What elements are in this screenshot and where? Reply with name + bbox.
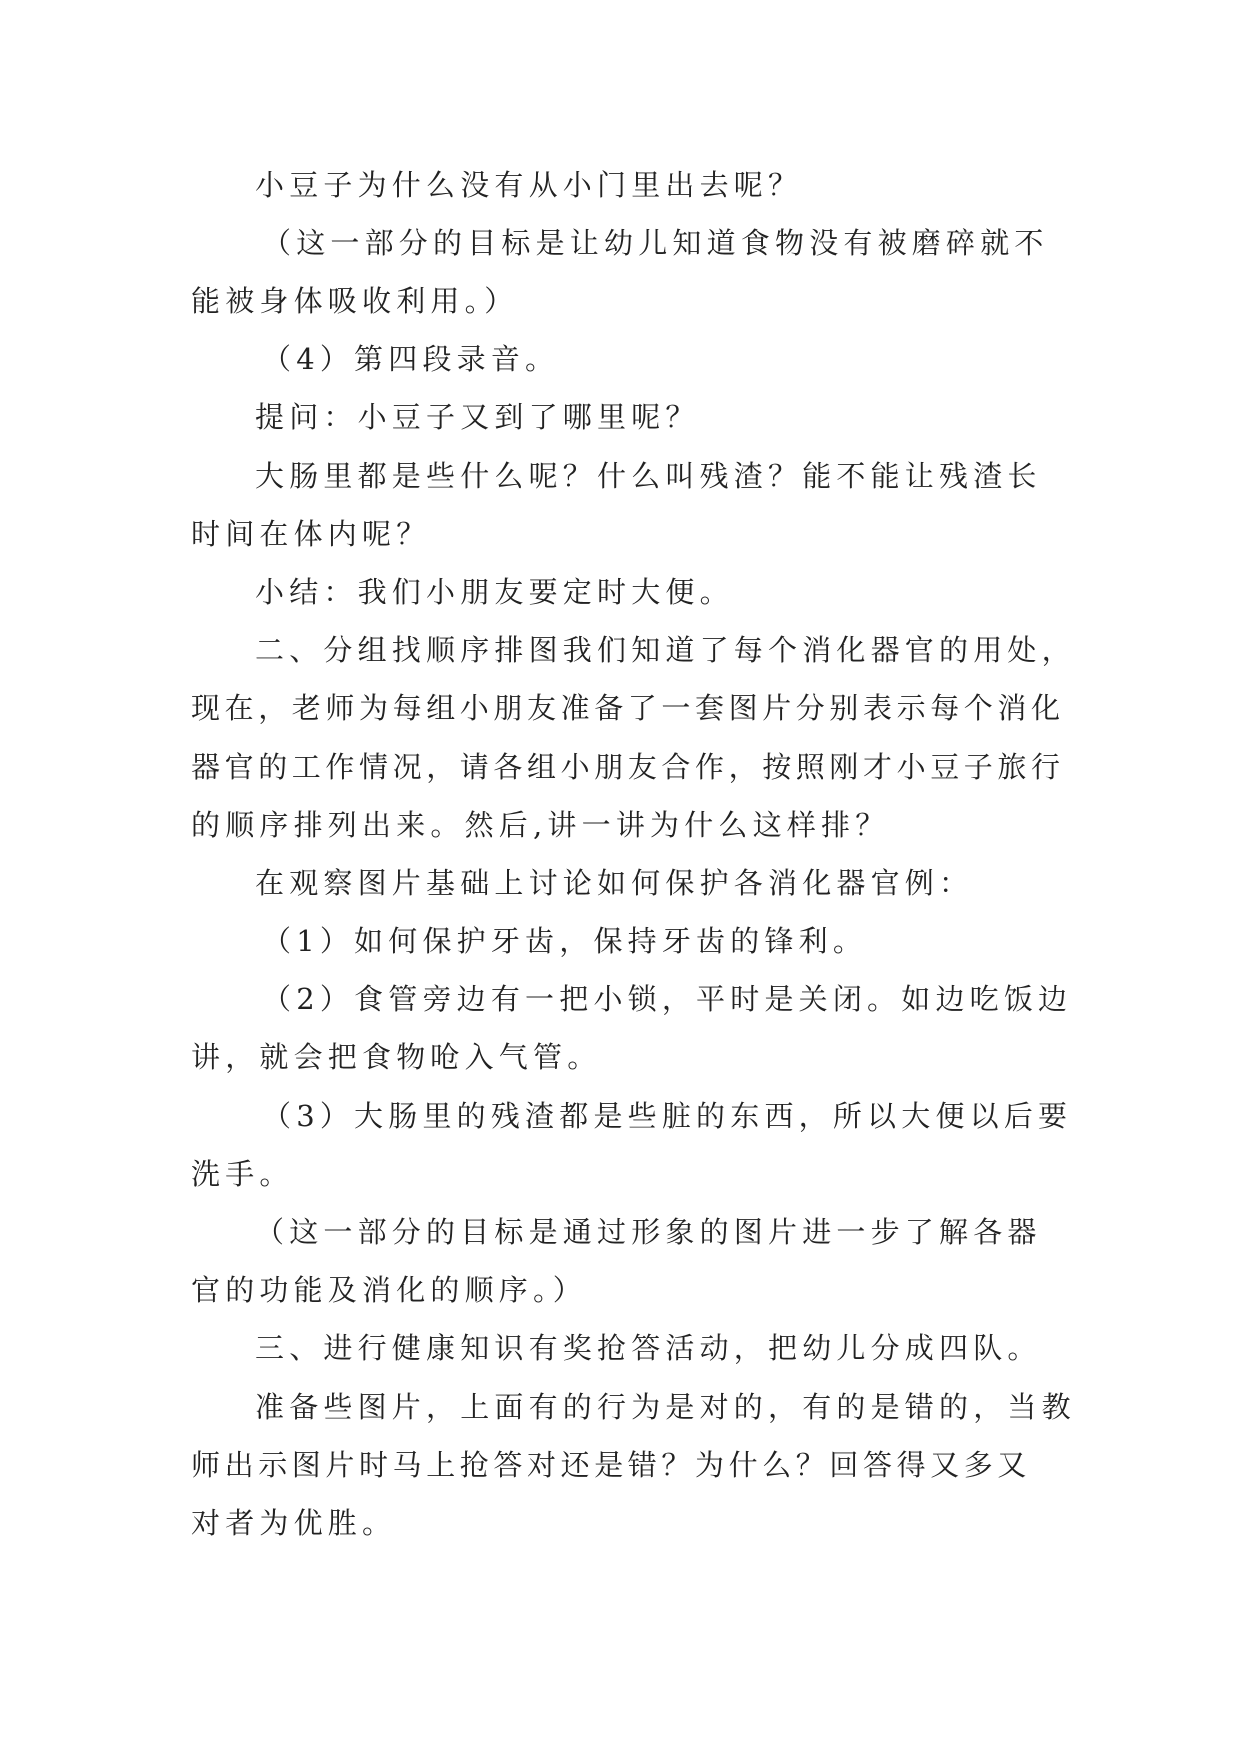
- text-line: 时间在体内呢？: [191, 517, 431, 551]
- text-line: 讲，就会把食物呛入气管。: [191, 1040, 602, 1074]
- text-line: 现在，老师为每组小朋友准备了一套图片分别表示每个消化: [191, 691, 1065, 725]
- text-line: （这一部分的目标是通过形象的图片进一步了解各器: [255, 1215, 1042, 1249]
- text-line: 小豆子为什么没有从小门里出去呢？: [255, 168, 803, 202]
- text-line: 小结：我们小朋友要定时大便。: [255, 575, 734, 609]
- text-line: 器官的工作情况，请各组小朋友合作，按照刚才小豆子旅行: [191, 750, 1065, 784]
- text-line: 准备些图片，上面有的行为是对的，有的是错的，当教: [255, 1390, 1076, 1424]
- text-line: 在观察图片基础上讨论如何保护各消化器官例：: [255, 866, 974, 900]
- text-line: 三、进行健康知识有奖抢答活动，把幼儿分成四队。: [255, 1331, 1042, 1365]
- text-line: 二、分组找顺序排图我们知道了每个消化器官的用处，: [255, 633, 1076, 667]
- text-line: 师出示图片时马上抢答对还是错？为什么？回答得又多又: [191, 1448, 1032, 1482]
- text-line: 能被身体吸收利用。）: [191, 284, 519, 318]
- text-line: 对者为优胜。: [191, 1506, 397, 1540]
- text-line: （这一部分的目标是让幼儿知道食物没有被磨碎就不: [262, 226, 1049, 260]
- text-line: 提问：小豆子又到了哪里呢？: [255, 400, 700, 434]
- text-line: （4）第四段录音。: [262, 342, 560, 376]
- text-line: 大肠里都是些什么呢？什么叫残渣？能不能让残渣长: [255, 459, 1042, 493]
- text-line: 的顺序排列出来。然后,讲一讲为什么这样排？: [191, 808, 890, 842]
- text-line: 洗手。: [191, 1157, 294, 1191]
- text-line: 官的功能及消化的顺序。）: [191, 1273, 587, 1307]
- text-line: （3）大肠里的残渣都是些脏的东西，所以大便以后要: [262, 1099, 1073, 1133]
- text-line: （1）如何保护牙齿，保持牙齿的锋利。: [262, 924, 868, 958]
- text-line: （2）食管旁边有一把小锁，平时是关闭。如边吃饭边: [262, 982, 1073, 1016]
